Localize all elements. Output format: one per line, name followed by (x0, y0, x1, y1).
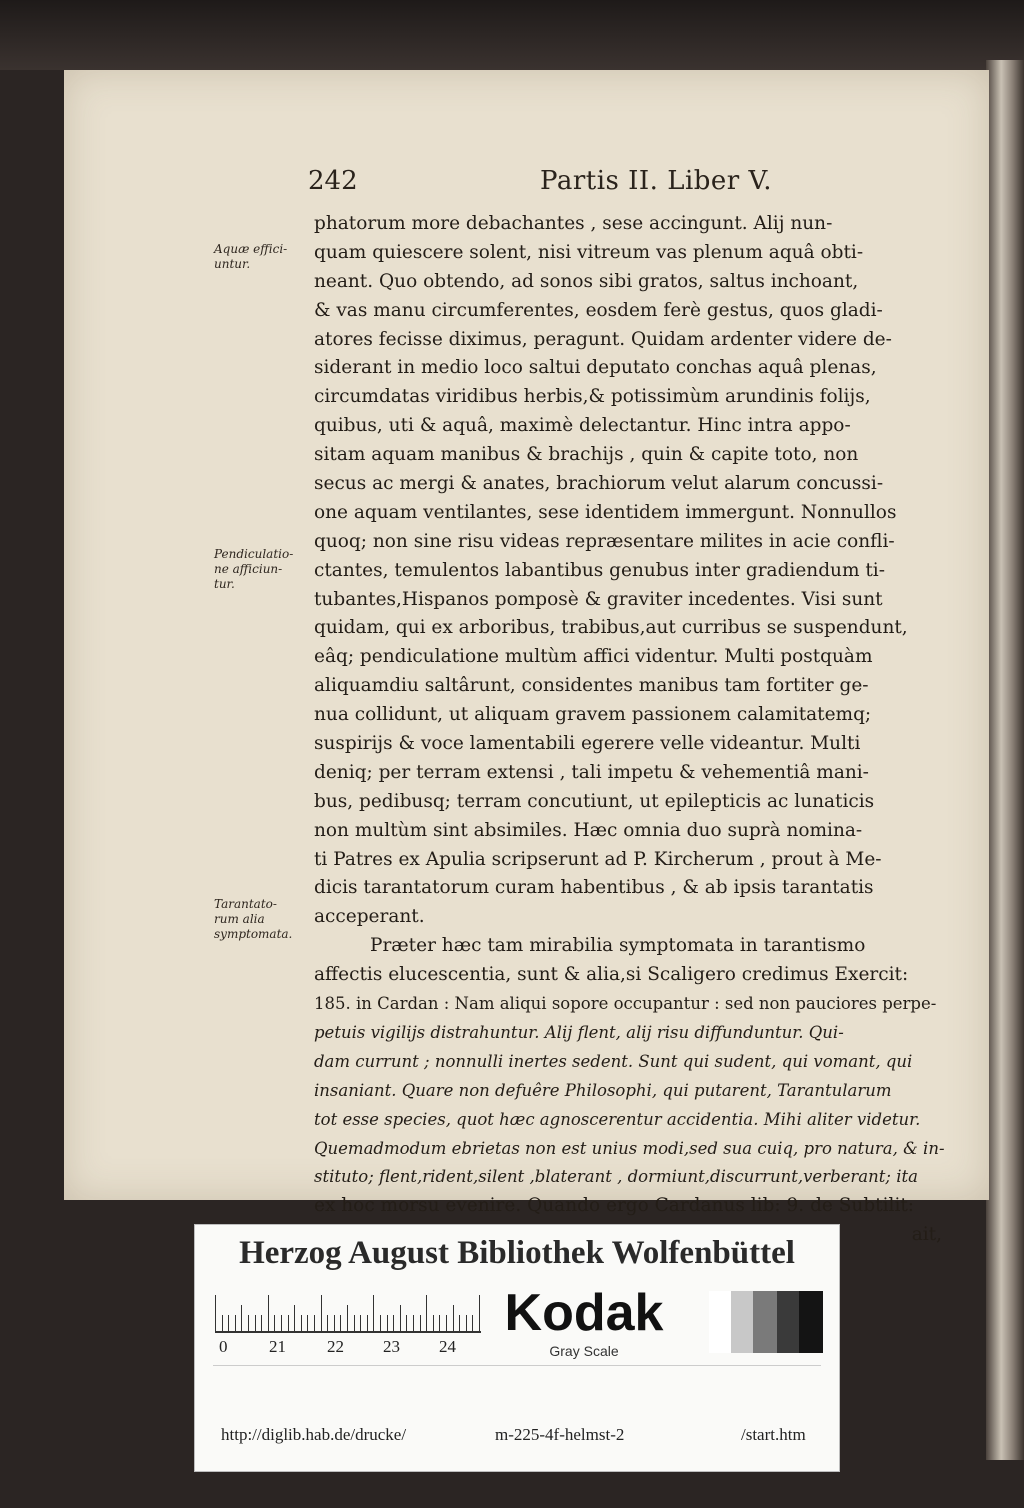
margin-note-line: tur. (214, 577, 235, 591)
text-line: quam quiescere solent, nisi vitreum vas plenum aquâ obti- (314, 241, 864, 263)
swatch-white (709, 1291, 731, 1353)
ruler-label: 24 (439, 1337, 456, 1356)
ruler-label: 21 (269, 1337, 286, 1356)
text-line: dam currunt ; nonnulli inertes sedent. Sunt qui sudent, qui vomant, qui (314, 1051, 913, 1071)
facing-page-edge (986, 60, 1024, 1460)
text-line: one aquam ventilantes, sese identidem immergunt. Nonnullos (314, 501, 897, 523)
running-head: Partis II. Liber V. (540, 166, 772, 196)
swatch-black (799, 1291, 823, 1353)
ruler-tick (479, 1295, 480, 1331)
margin-note-line: Aquæ effici- (214, 242, 288, 256)
digital-library-url: http://diglib.hab.de/drucke/ (221, 1425, 407, 1444)
text-line: stituto; flent,rident,silent ,blaterant , dormiunt,discurrunt,verberant; ita (314, 1167, 918, 1187)
swatch-mid (753, 1291, 777, 1353)
ruler-tick (314, 1315, 315, 1331)
ruler-tick (241, 1305, 242, 1331)
ruler-tick (433, 1315, 434, 1331)
ruler-tick (255, 1315, 256, 1331)
ruler-tick (222, 1315, 223, 1331)
start-page-link: /start.htm (741, 1425, 806, 1444)
text-line: neant. Quo obtendo, ad sonos sibi gratos, saltus inchoant, (314, 270, 859, 292)
ruler-tick (400, 1305, 401, 1331)
ruler-tick (380, 1315, 381, 1331)
ruler-tick (360, 1315, 361, 1331)
ruler-tick (248, 1315, 249, 1331)
ruler-tick (406, 1315, 407, 1331)
ruler-tick (453, 1305, 454, 1331)
margin-note-line: Tarantato- (214, 897, 277, 911)
text-line: ti Patres ex Apulia scripserunt ad P. Kircherum , prout à Me- (314, 848, 882, 870)
margin-note-pendiculatione (214, 547, 312, 592)
swatch-light (731, 1291, 753, 1353)
text-line: Præter hæc tam mirabilia symptomata in tarantismo (370, 935, 866, 957)
ruler-tick (261, 1315, 262, 1331)
text-line: Quemadmodum ebrietas non est unius modi,sed sua cuiq, pro natura, & in- (314, 1138, 945, 1158)
text-line: dicis tarantatorum curam habentibus , & ab ipsis tarantatis (314, 877, 874, 899)
text-line: 185. in Cardan : Nam aliqui sopore occupantur : sed non pauciores perpe- (314, 994, 937, 1014)
ruler-tick (334, 1315, 335, 1331)
text-line: ex hoc morsu evenire. Quando ergo Cardanus lib: 9. de Subtilit: (314, 1195, 915, 1217)
text-line: tubantes,Hispanos pomposè & graviter incedentes. Visi sunt (314, 588, 883, 610)
ruler-tick (420, 1315, 421, 1331)
ruler-tick (472, 1315, 473, 1331)
text-line: secus ac mergi & anates, brachiorum velut alarum concussi- (314, 473, 884, 495)
ruler-tick (235, 1315, 236, 1331)
ruler-tick (354, 1315, 355, 1331)
shelfmark: m-225-4f-helmst-2 (495, 1425, 625, 1444)
margin-note-line: rum alia (214, 912, 265, 926)
card-divider (213, 1365, 821, 1366)
text-line: quoq; non sine risu videas repræsentare milites in acie confli- (314, 530, 895, 552)
gray-scale-caption: Gray Scale (549, 1343, 619, 1359)
library-target-card (194, 1224, 840, 1472)
margin-note-tarantatorum (214, 897, 312, 942)
ruler-tick (413, 1315, 414, 1331)
ruler-tick (294, 1305, 295, 1331)
text-line: deniq; per terram extensi , tali impetu & vehementiâ mani- (314, 761, 869, 783)
ruler-tick (288, 1315, 289, 1331)
text-line: ctantes, temulentos labantibus genubus inter gradiendum ti- (314, 559, 885, 581)
text-line: phatorum more debachantes , sese accingunt. Alij nun- (314, 213, 833, 234)
ruler-tick (459, 1315, 460, 1331)
kodak-logo: Kodak (504, 1284, 664, 1342)
ruler-tick (466, 1315, 467, 1331)
ruler-tick (439, 1315, 440, 1331)
ruler-tick (268, 1295, 269, 1331)
scan-background-top (0, 0, 1024, 70)
ruler-tick (321, 1295, 322, 1331)
text-line: atores fecisse diximus, peragunt. Quidam ardenter videre de- (314, 328, 892, 350)
ruler-tick (393, 1315, 394, 1331)
ruler-tick (426, 1295, 427, 1331)
text-line: insaniant. Quare non defuêre Philosophi, qui putarent, Tarantularum (314, 1080, 892, 1100)
ruler-tick (301, 1315, 302, 1331)
text-line: circumdatas viridibus herbis,& potissimùm arundinis folijs, (314, 386, 871, 408)
margin-note-aquae (214, 242, 312, 272)
ruler-tick (340, 1315, 341, 1331)
ruler-tick (281, 1315, 282, 1331)
ruler-tick (215, 1295, 216, 1331)
swatch-dark (777, 1291, 799, 1353)
text-line: suspirijs & voce lamentabili egerere velle videantur. Multi (314, 733, 861, 755)
ruler-label: 22 (327, 1337, 344, 1356)
margin-note-line: Pendiculatio- (214, 547, 294, 561)
text-line: & vas manu circumferentes, eosdem ferè gestus, quos gladi- (314, 299, 883, 321)
body-text (314, 210, 954, 1250)
text-line: sitam aquam manibus & brachijs , quin & capite toto, non (314, 444, 859, 466)
text-line: siderant in medio loco saltui deputato conchas aquâ plenas, (314, 357, 877, 379)
text-line: nua collidunt, ut aliquam gravem passionem calamitatemq; (314, 704, 872, 726)
text-line: petuis vigilijs distrahuntur. Alij flent, alij risu diffunduntur. Qui- (314, 1022, 844, 1042)
text-line: non multùm sint absimiles. Hæc omnia duo suprà nomina- (314, 819, 863, 841)
text-line: aliquamdiu saltârunt, considentes manibus tam fortiter ge- (314, 675, 869, 697)
ruler-tick (367, 1315, 368, 1331)
ruler-tick (347, 1305, 348, 1331)
ruler-tick (373, 1295, 374, 1331)
text-line: ait, (911, 1224, 942, 1246)
gray-scale-swatches (709, 1291, 823, 1353)
text-line: quidam, qui ex arboribus, trabibus,aut curribus se suspendunt, (314, 617, 908, 639)
scale-ruler (215, 1289, 481, 1333)
text-line: acceperant. (314, 906, 425, 928)
ruler-label: 0 (219, 1337, 228, 1356)
ruler-tick (274, 1315, 275, 1331)
page-header (0, 166, 1024, 206)
page-number: 242 (308, 166, 358, 196)
ruler-label: 23 (383, 1337, 400, 1356)
text-line: quibus, uti & aquâ, maximè delectantur. Hinc intra appo- (314, 415, 851, 437)
text-line: tot esse species, quot hæc agnoscerentur accidentia. Mihi aliter videtur. (314, 1109, 921, 1129)
margin-note-line: symptomata. (214, 927, 293, 941)
library-name: Herzog August Bibliothek Wolfenbüttel (239, 1235, 795, 1271)
ruler-tick (307, 1315, 308, 1331)
ruler-tick (387, 1315, 388, 1331)
text-line: affectis elucescentia, sunt & alia,si Scaligero credimus Exercit: (314, 964, 909, 986)
margin-note-line: untur. (214, 257, 251, 271)
text-line: bus, pedibusq; terram concutiunt, ut epilepticis ac lunaticis (314, 790, 875, 812)
margin-note-line: ne afficiun- (214, 562, 283, 576)
ruler-tick (327, 1315, 328, 1331)
ruler-tick (446, 1315, 447, 1331)
text-line: eâq; pendiculatione multùm affici videntur. Multi postquàm (314, 646, 873, 668)
ruler-tick (228, 1315, 229, 1331)
